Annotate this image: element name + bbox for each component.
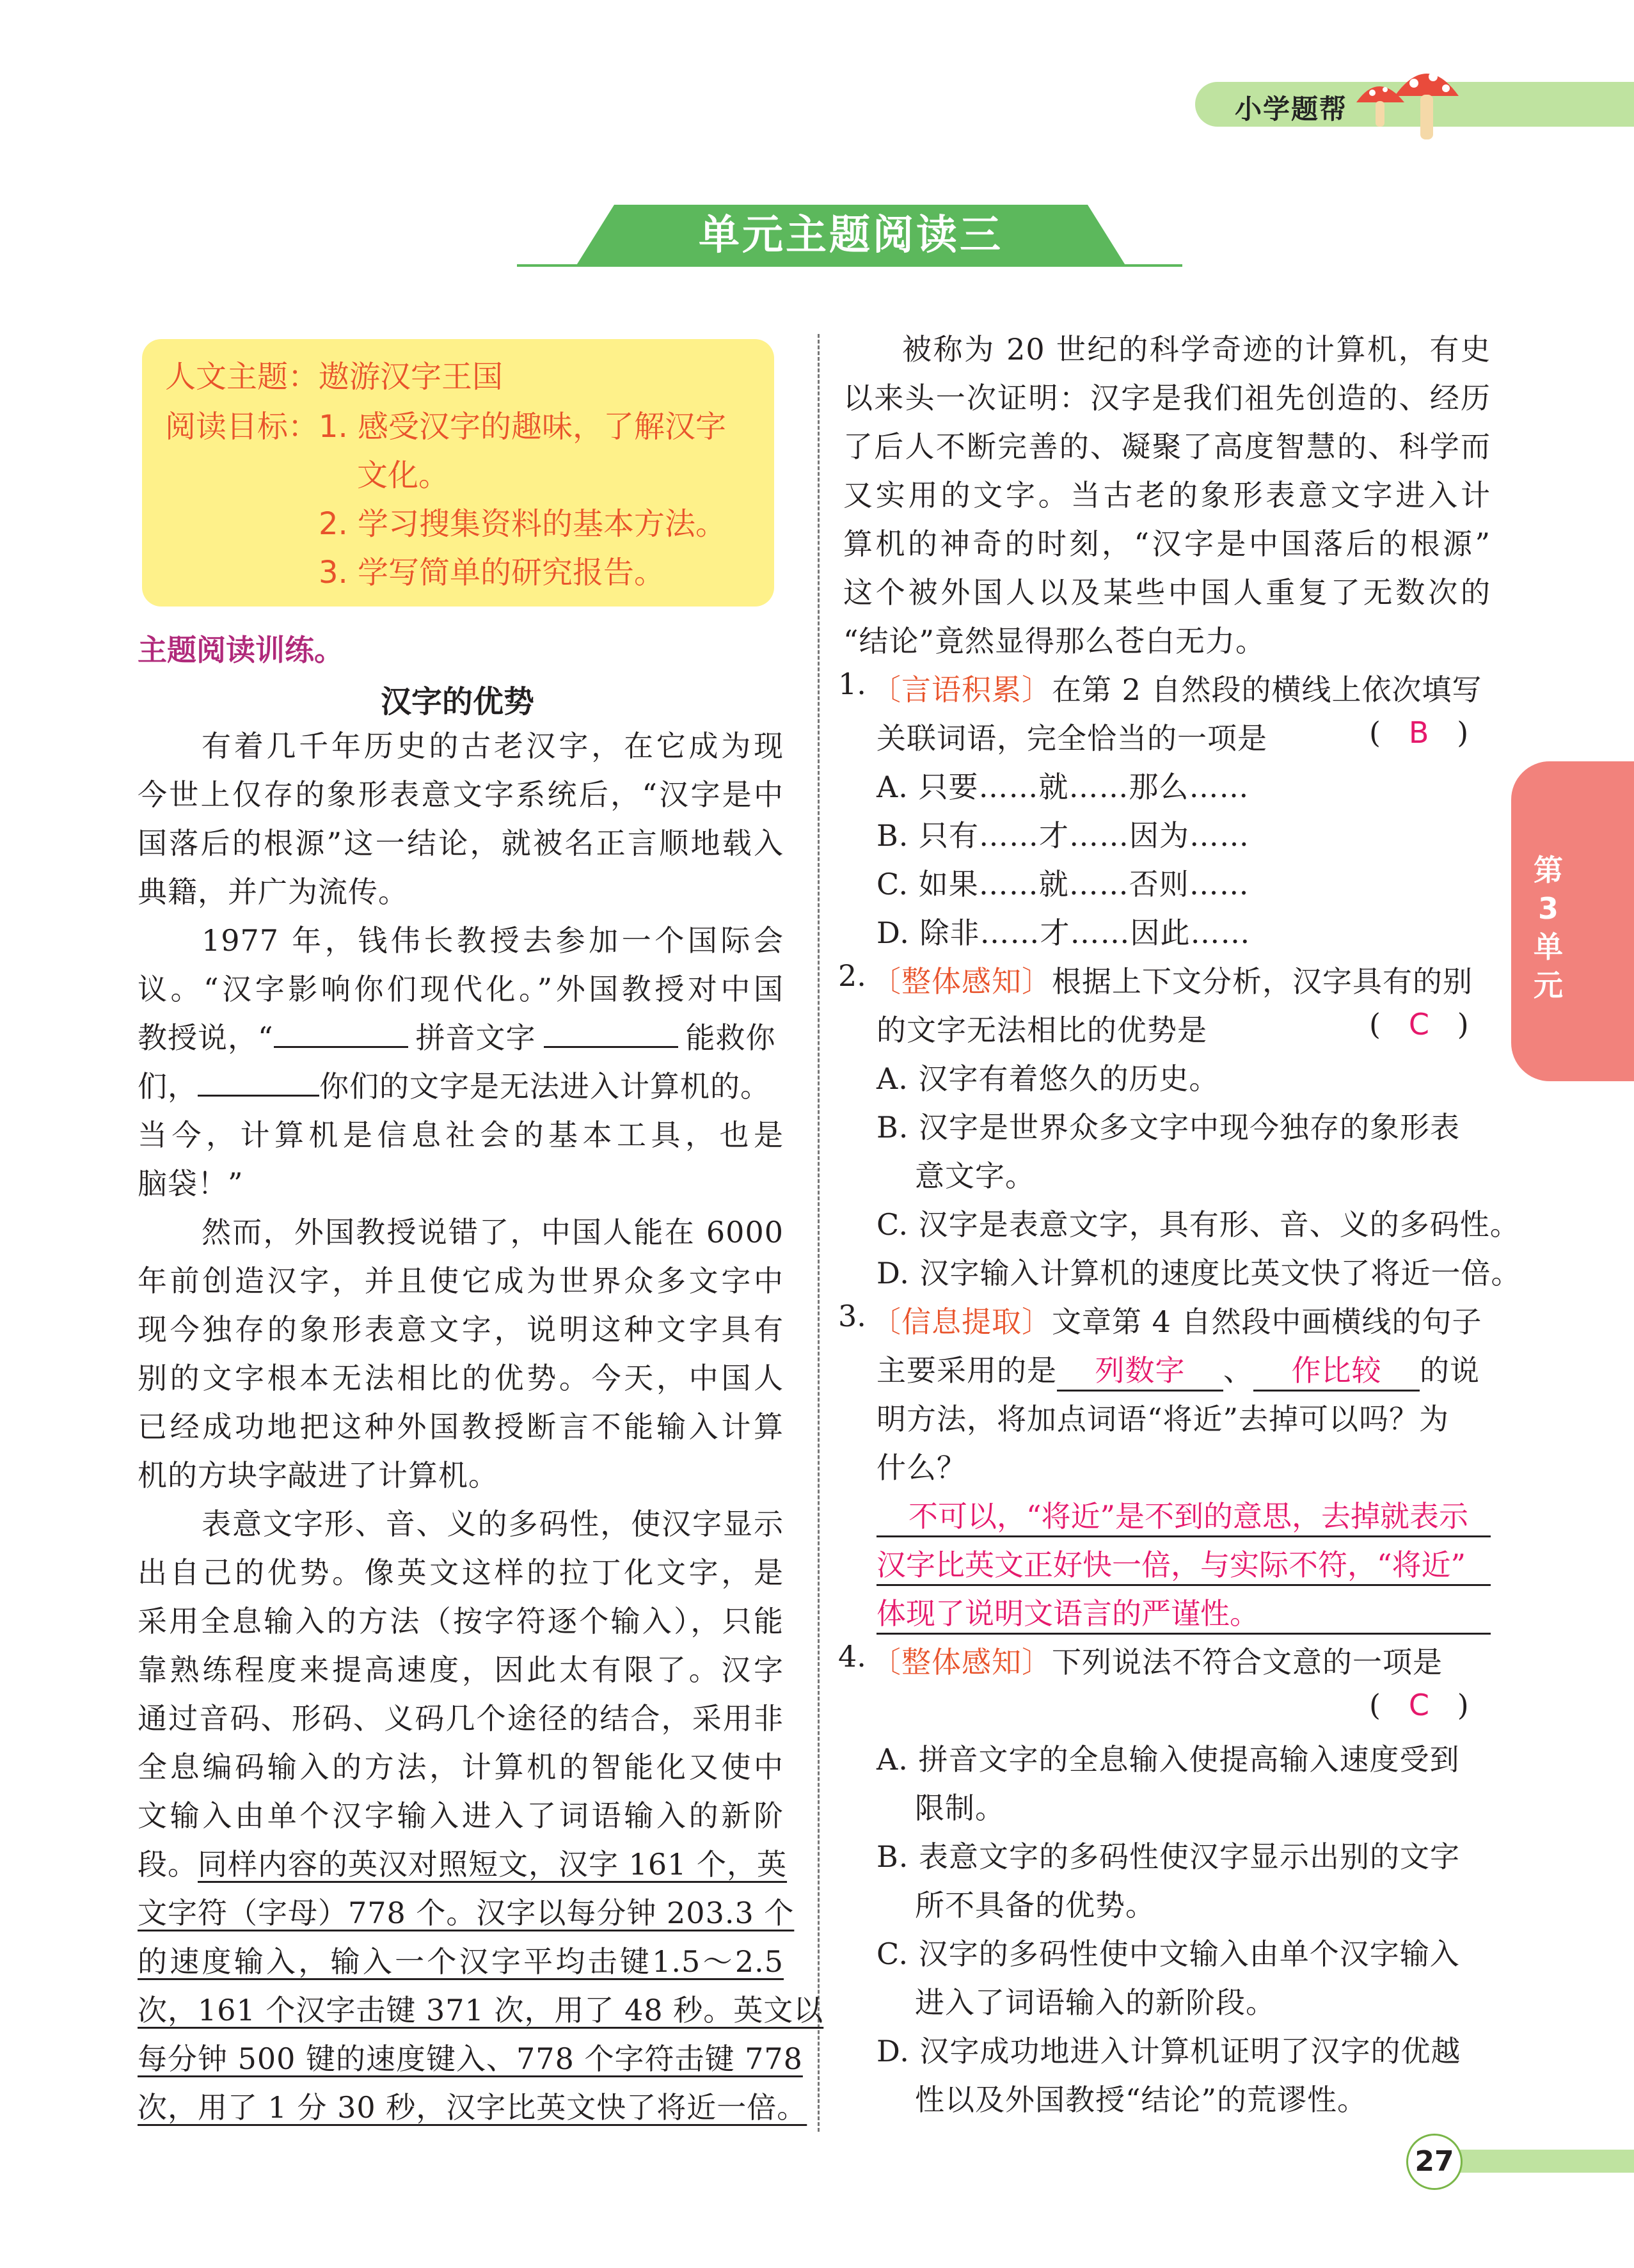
underlined-line: 的速度输入，输入一个汉字平均击键1.5～2.5 [138, 1944, 784, 1979]
text-line-blanks [138, 1063, 784, 1106]
mushroom-icon [1344, 58, 1471, 154]
brand-label: 小学题帮 [1235, 93, 1348, 125]
question-stem [871, 1639, 1443, 1681]
unit-label-char: 单 [1534, 930, 1563, 964]
text-line: 文输入由单个汉字输入进入了词语输入的新阶 [138, 1798, 784, 1833]
text-line: 有着几千年历史的古老汉字，在它成为现 [202, 729, 784, 763]
text-line: 当今，计算机是信息社会的基本工具，也是 [138, 1118, 784, 1152]
text-line: 议。“汉字影响你们现代化。”外国教授对中国 [138, 972, 784, 1006]
text-span: 文章第 4 自然段中画横线的句子 [1052, 1304, 1482, 1339]
text-span: 你们的文字是无法进入计算机的。 [319, 1069, 770, 1104]
question-number: 4. [838, 1639, 866, 1674]
text-line: 这个被外国人以及某些中国人重复了无数次的 [843, 575, 1491, 610]
option: C. 如果……就……否则…… [876, 867, 1249, 901]
text-line-blanks [138, 1015, 784, 1057]
text-span: 在第 2 自然段的横线上依次填写 [1052, 672, 1482, 707]
question-stem: 明方法，将加点词语“将近”去掉可以吗？为 [876, 1402, 1450, 1436]
text-line: 算机的神奇的时刻，“汉字是中国落后的根源” [843, 527, 1491, 561]
answer-text: 不可以，“将近”是不到的意思，去掉就表示 [876, 1493, 1491, 1537]
option: B. 表意文字的多码性使汉字显示出别的文字 [876, 1839, 1461, 1874]
option: A. 汉字有着悠久的历史。 [876, 1061, 1219, 1096]
question-number: 2. [838, 958, 866, 993]
text-line: 采用全息输入的方法（按字符逐个输入），只能 [138, 1604, 784, 1638]
blank-2 [544, 1020, 678, 1048]
question-stem: 的文字无法相比的优势是 [876, 1013, 1207, 1047]
option: B. 汉字是世界众多文字中现今独存的象形表 [876, 1110, 1461, 1145]
text-span: 的说 [1420, 1353, 1480, 1388]
section-label: 主题阅读训练。 [138, 633, 344, 667]
text-span: 段。 [138, 1847, 198, 1882]
answer-choice: B [1408, 715, 1429, 750]
option: C. 汉字的多码性使中文输入由单个汉字输入 [876, 1937, 1460, 1971]
option: A. 只要……就……那么…… [876, 770, 1249, 804]
question-stem [871, 667, 1482, 709]
text-line: 今世上仅存的象形表意文字系统后，“汉字是中 [138, 777, 784, 812]
answer-bracket: ( B ) [1369, 715, 1469, 750]
target-2: 2. 学习搜集资料的基本方法。 [319, 506, 727, 542]
text-line: 典籍，并广为流传。 [138, 875, 408, 909]
text-span: 教授说，“ [138, 1020, 274, 1055]
unit-label-char: 元 [1534, 968, 1563, 1003]
text-line: 表意文字形、音、义的多码性，使汉字显示 [202, 1507, 784, 1541]
unit-label-char: 第 [1534, 853, 1563, 887]
question-stem [871, 1299, 1482, 1341]
text-line: 脑袋！” [138, 1166, 244, 1201]
unit-label-char: 3 [1537, 891, 1559, 926]
option-cont: 进入了词语输入的新阶段。 [915, 1985, 1276, 2020]
question-number: 3. [838, 1299, 866, 1333]
column-divider [818, 334, 820, 2132]
answer-text: 汉字比英文正好快一倍，与实际不符，“将近” [876, 1542, 1491, 1586]
question-tag: 〔信息提取〕 [871, 1304, 1052, 1339]
blank-3 [198, 1069, 319, 1097]
underlined-line: 次，用了 1 分 30 秒，汉字比英文快了将近一倍。 [138, 2090, 807, 2125]
target-1-cont: 文化。 [357, 457, 450, 493]
underlined-span: 同样内容的英汉对照短文，汉字 161 个，英 [198, 1847, 788, 1882]
text-span: 能救你 [685, 1020, 776, 1055]
option: C. 汉字是表意文字，具有形、音、义的多码性。 [876, 1207, 1520, 1242]
option: A. 拼音文字的全息输入使提高输入速度受到 [876, 1742, 1460, 1777]
text-line: 机的方块字敲进了计算机。 [138, 1458, 498, 1493]
fill-answer-2: 作比较 [1253, 1347, 1420, 1392]
fill-answer-1: 列数字 [1057, 1347, 1223, 1392]
question-tag: 〔整体感知〕 [871, 964, 1052, 999]
option-cont: 所不具备的优势。 [915, 1888, 1155, 1923]
option-cont: 限制。 [915, 1791, 1005, 1825]
text-span: 、 [1223, 1353, 1253, 1388]
question-stem: 关联词语，完全恰当的一项是 [876, 721, 1267, 756]
target-label: 阅读目标： [165, 409, 319, 445]
question-tag: 〔言语积累〕 [871, 672, 1052, 707]
page-title: 单元主题阅读三 [699, 212, 1003, 259]
text-line: 了后人不断完善的、凝聚了高度智慧的、科学而 [843, 429, 1491, 464]
page-bar [1452, 2150, 1634, 2173]
text-line: 通过音码、形码、义码几个途径的结合，采用非 [138, 1701, 784, 1736]
question-number: 1. [838, 667, 866, 701]
text-line: 现今独存的象形表意文字，说明这种文字具有 [138, 1312, 784, 1347]
text-line: 以来头一次证明：汉字是我们祖先创造的、经历 [843, 381, 1491, 415]
theme-line: 人文主题：遨游汉字王国 [165, 359, 504, 395]
answer-bracket: ( C ) [1369, 1007, 1469, 1042]
option: D. 汉字输入计算机的速度比英文快了将近一倍。 [876, 1256, 1521, 1290]
text-span: 主要采用的是 [876, 1353, 1057, 1388]
text-line: 年前创造汉字，并且使它成为世界众多文字中 [138, 1264, 784, 1298]
text-line: 被称为 20 世纪的科学奇迹的计算机，有史 [902, 332, 1491, 367]
option-cont: 意文字。 [915, 1159, 1035, 1193]
article-title: 汉字的优势 [380, 684, 534, 720]
text-span: 拼音文字 [415, 1020, 536, 1055]
target-3: 3. 学写简单的研究报告。 [319, 555, 665, 591]
question-stem: 什么？ [876, 1450, 967, 1485]
answer-choice: C [1408, 1688, 1429, 1722]
text-line: “结论”竟然显得那么苍白无力。 [843, 624, 1266, 658]
text-line: 全息编码输入的方法，计算机的智能化又使中 [138, 1750, 784, 1784]
text-span: 们， [138, 1069, 198, 1104]
text-span: 下列说法不符合文意的一项是 [1052, 1645, 1443, 1679]
underlined-line: 文字符（字母）778 个。汉字以每分钟 203.3 个 [138, 1896, 795, 1930]
text-line: 国落后的根源”这一结论，就被名正言顺地载入 [138, 826, 784, 860]
option: D. 汉字成功地进入计算机证明了汉字的优越 [876, 2034, 1461, 2068]
question-stem-fill [876, 1347, 1480, 1392]
text-line-underlined [138, 1841, 788, 1883]
text-line: 已经成功地把这种外国教授断言不能输入计算 [138, 1409, 784, 1444]
text-line: 1977 年，钱伟长教授去参加一个国际会 [202, 923, 784, 958]
text-line: 靠熟练程度来提高速度，因此太有限了。汉字 [138, 1653, 784, 1687]
target-1: 1. 感受汉字的趣味，了解汉字 [319, 409, 727, 445]
answer-choice: C [1408, 1007, 1429, 1042]
blank-1 [274, 1020, 408, 1048]
text-line: 又实用的文字。当古老的象形表意文字进入计 [843, 478, 1491, 512]
underlined-line: 次，161 个汉字击键 371 次，用了 48 秒。英文以 [138, 1993, 824, 2027]
option-cont: 性以及外国教授“结论”的荒谬性。 [915, 2082, 1368, 2117]
text-line: 然而，外国教授说错了，中国人能在 6000 [202, 1215, 784, 1249]
question-tag: 〔整体感知〕 [871, 1645, 1052, 1679]
page-number: 27 [1406, 2134, 1463, 2190]
text-span: 根据上下文分析，汉字具有的别 [1052, 964, 1473, 999]
answer-text: 体现了说明文语言的严谨性。 [876, 1590, 1491, 1635]
option: D. 除非……才……因此…… [876, 916, 1251, 950]
text-line: 出自己的优势。像英文这样的拉丁化文字，是 [138, 1555, 784, 1590]
question-stem [871, 958, 1473, 1001]
option: B. 只有……才……因为…… [876, 818, 1250, 853]
underlined-line: 每分钟 500 键的速度键入、778 个字符击键 778 [138, 2042, 803, 2076]
unit-label [1523, 851, 1574, 1004]
answer-bracket: ( C ) [1369, 1688, 1469, 1722]
text-line: 别的文字根本无法相比的优势。今天，中国人 [138, 1361, 784, 1395]
